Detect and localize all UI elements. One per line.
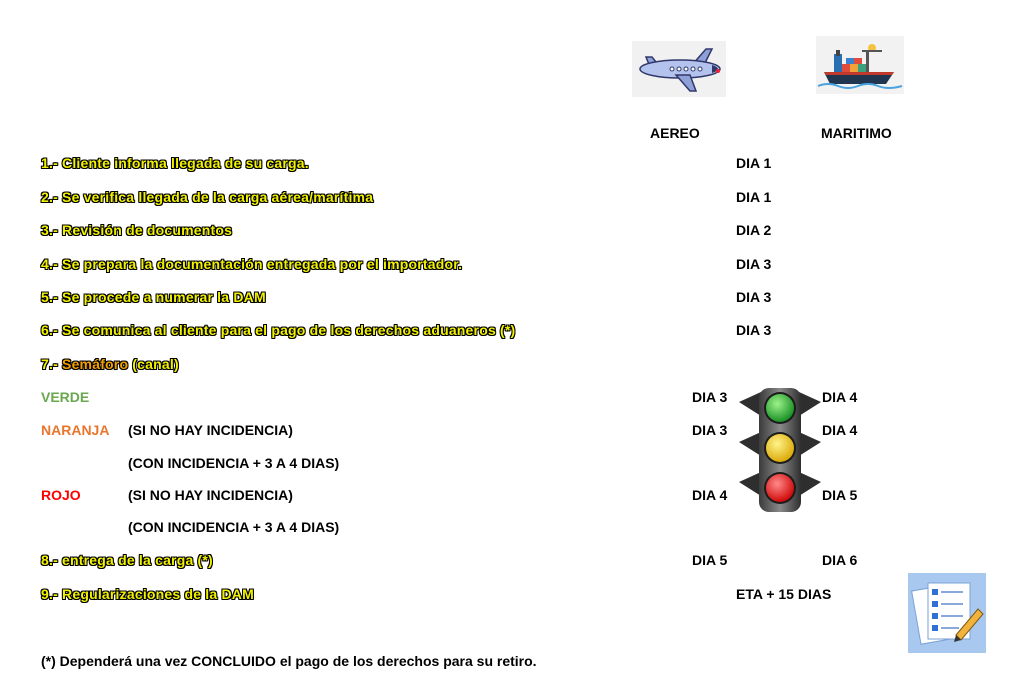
step-day: DIA 3 [736,289,772,305]
verde-aereo-day: DIA 3 [692,389,728,405]
step-day: DIA 3 [736,322,772,338]
verde-maritimo-day: DIA 4 [822,389,858,405]
step-label: 2.- Se verifica llegada de la carga aérea/marítima [41,189,374,205]
step8-label: 8.- entrega de la carga (*) [41,552,213,568]
rojo-maritimo-day: DIA 5 [822,487,858,503]
channel-verde: VERDE [41,389,90,405]
header-aereo: AEREO [650,125,700,141]
step9-value: ETA + 15 DIAS [736,586,832,602]
step8-aereo-day: DIA 5 [692,552,728,568]
naranja-note: (SI NO HAY INCIDENCIA) [128,422,293,438]
rojo-note-incidencia: (CON INCIDENCIA + 3 A 4 DIAS) [128,519,340,535]
semaforo-word: Semáforo [62,356,129,372]
semaforo-prefix: 7.- [41,356,63,372]
step-day: DIA 1 [736,155,772,171]
footnote: (*) Dependerá una vez CONCLUIDO el pago de los derechos para su retiro. [41,653,537,669]
step-label: 5.- Se procede a numerar la DAM [41,289,266,305]
step-day: DIA 1 [736,189,772,205]
channel-naranja: NARANJA [41,422,110,438]
step9-label: 9.- Regularizaciones de la DAM [41,586,254,602]
channel-rojo: ROJO [41,487,81,503]
step-day: DIA 3 [736,256,772,272]
cargo-ship-icon [816,36,904,94]
traffic-light-icon [735,386,825,516]
step-label: 4.- Se prepara la documentación entregada por el importador. [41,256,463,272]
step-day: DIA 2 [736,222,772,238]
step-label: 1.- Cliente informa llegada de su carga. [41,155,309,171]
rojo-note: (SI NO HAY INCIDENCIA) [128,487,293,503]
naranja-maritimo-day: DIA 4 [822,422,858,438]
semaforo-heading [41,355,179,373]
step8-maritimo-day: DIA 6 [822,552,858,568]
header-maritimo: MARITIMO [821,125,892,141]
step-label: 3.- Revisión de documentos [41,222,233,238]
airplane-icon [632,41,726,97]
semaforo-suffix: (canal) [128,356,179,372]
step-label: 6.- Se comunica al cliente para el pago de los derechos aduaneros (*) [41,322,516,338]
naranja-note-incidencia: (CON INCIDENCIA + 3 A 4 DIAS) [128,455,340,471]
rojo-aereo-day: DIA 4 [692,487,728,503]
naranja-aereo-day: DIA 3 [692,422,728,438]
checklist-icon [908,573,986,653]
